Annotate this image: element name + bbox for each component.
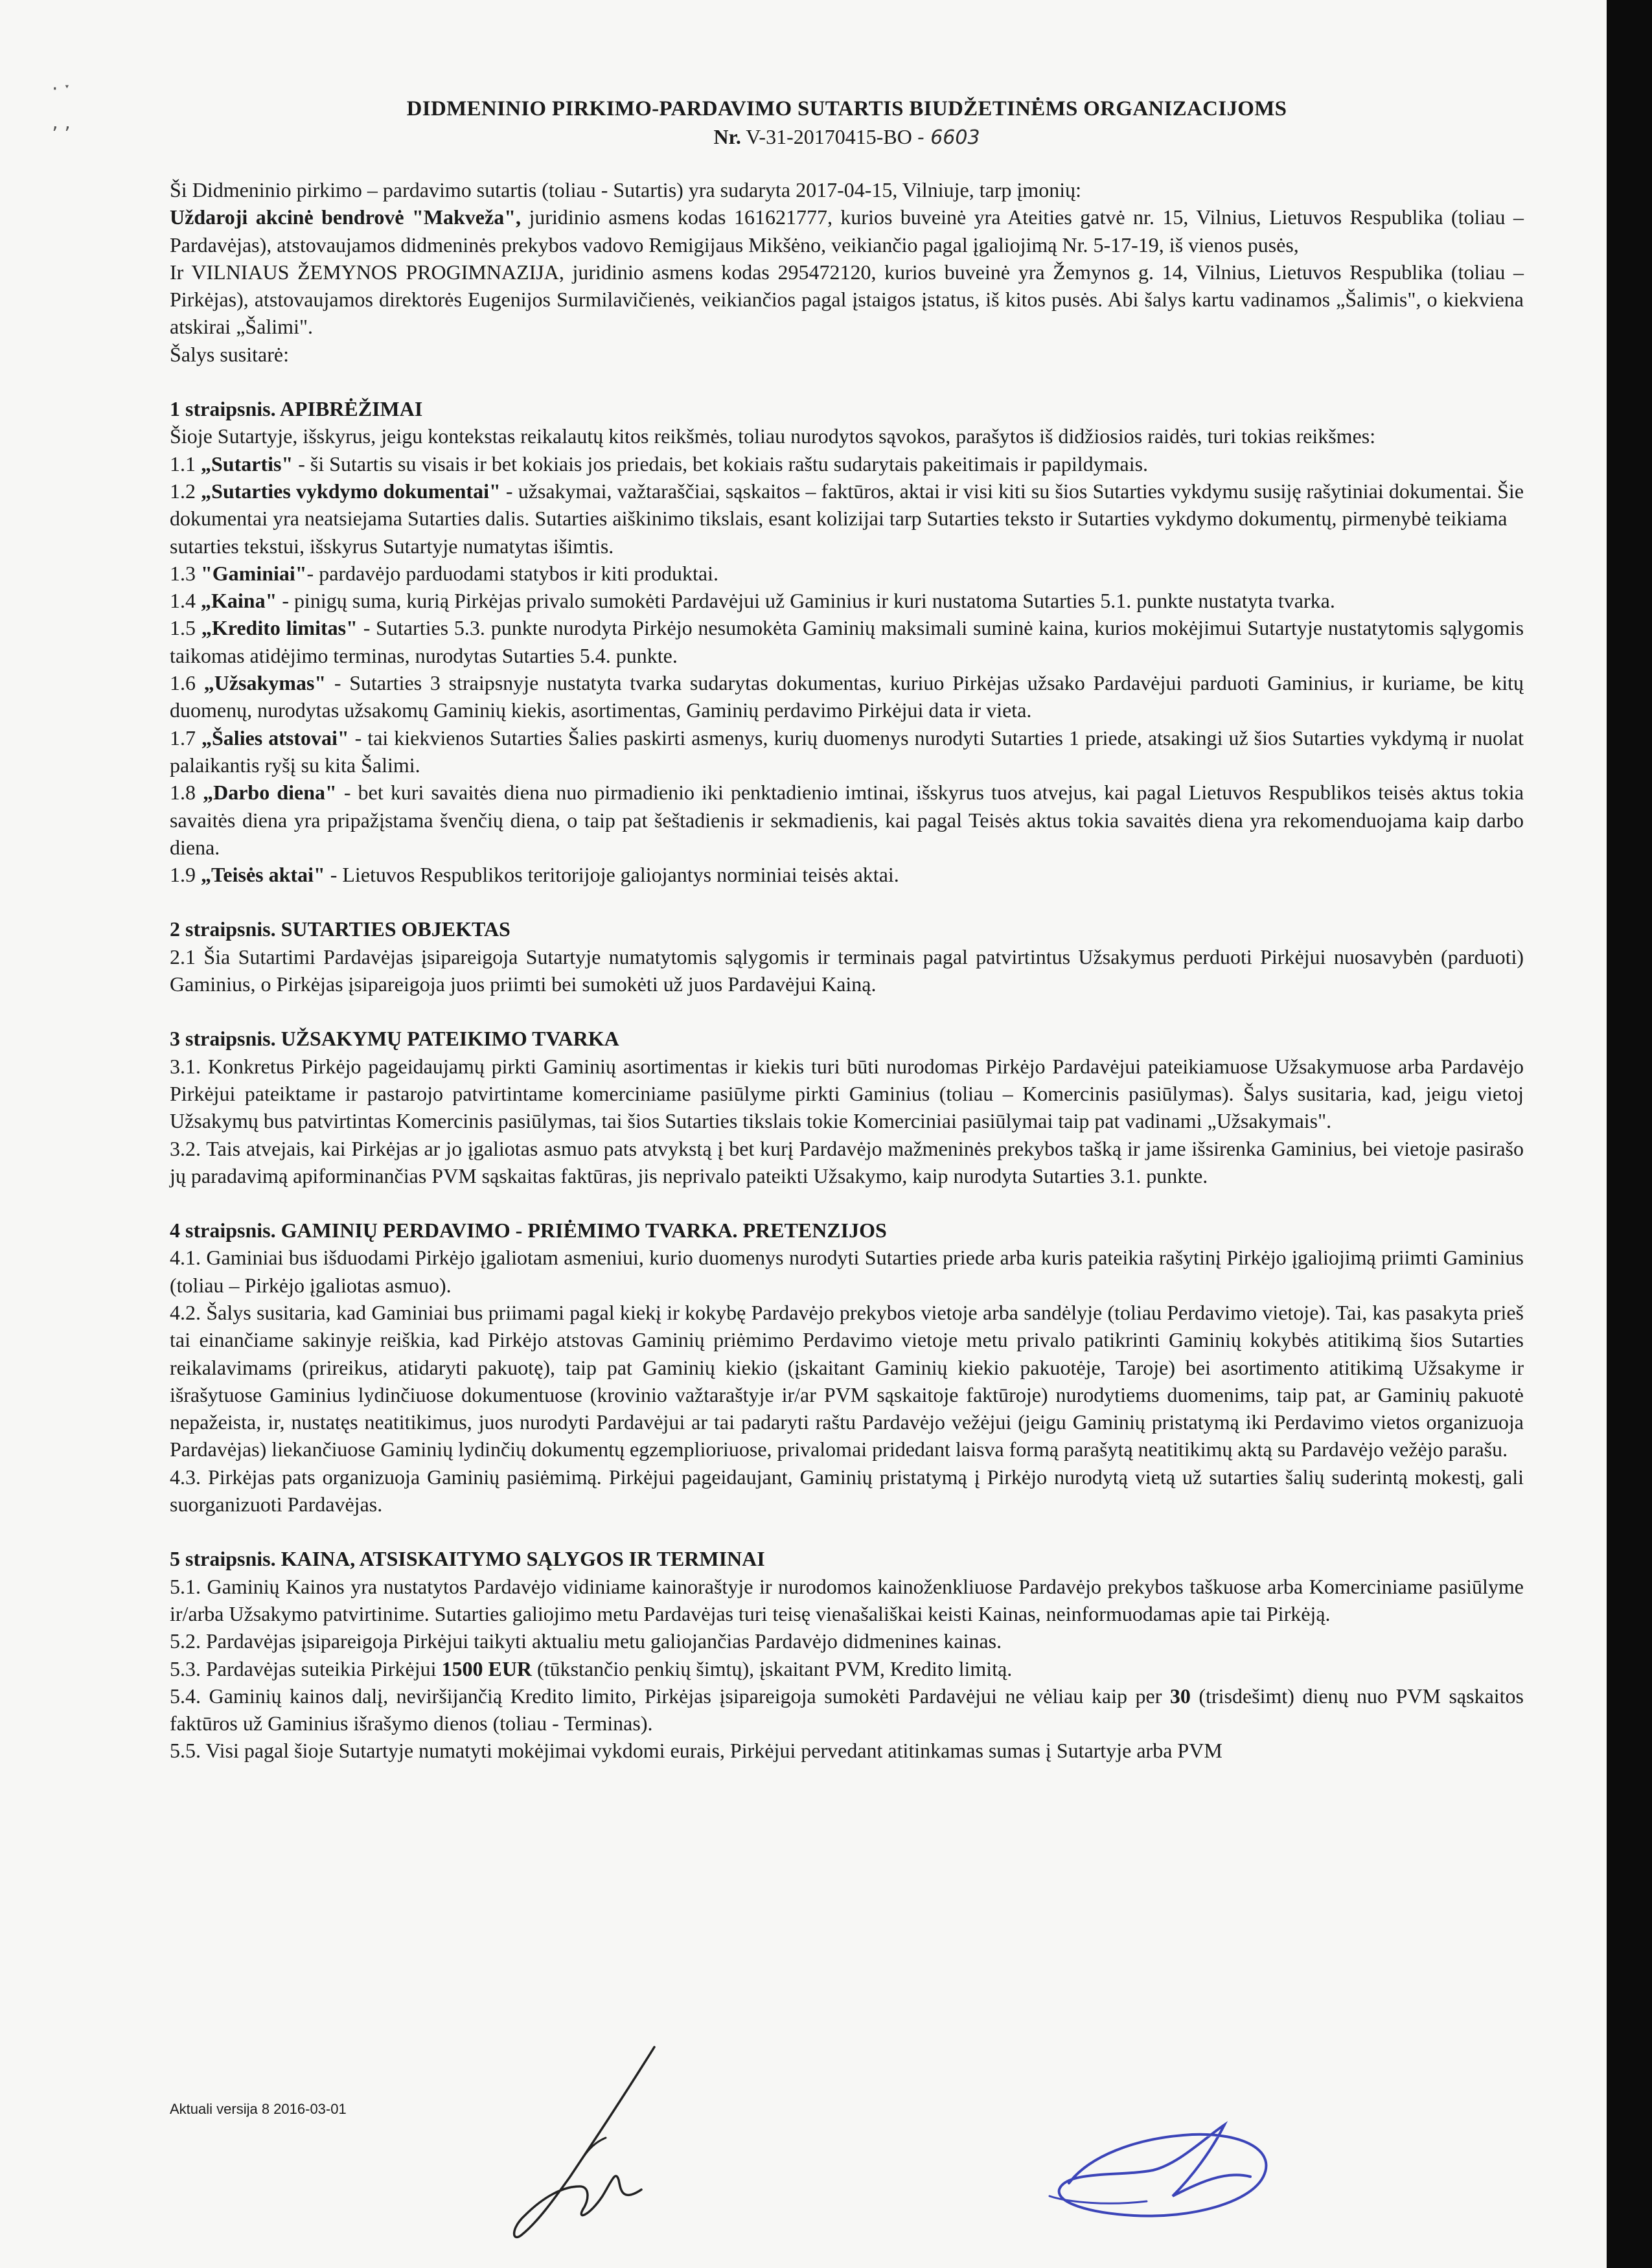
seller-paragraph: Uždaroji akcinė bendrovė "Makveža", juridinio asmens kodas 161621777, kurios buveinė yra Ateities gatvė nr. 15, Vilnius, Lietuvos Respublika (toliau – Pardavėjas), atstovaujamos didmeninės prekybos vadovo Remigijaus Mikšėno, veikiančio pagal įgaliojimą Nr. 5-17-19, iš vienos pusės, (170, 205, 1524, 257)
clause-5-1: 5.1. Gaminių Kainos yra nustatytos Pardavėjo vidiniame kainoraštyje ir nurodomos kainoženkliuose Pardavėjo prekybos taškuose arba Komerciniame pasiūlyme ir/arba Užsakymo patvirtinime. Sutarties galiojimo metu Pardavėjas turi teisę vienašališkai keisti Kainas, neinformuodamas apie tai Pirkėją. (170, 1574, 1524, 1625)
definition-1-7: 1.7 „Šalies atstovai" - tai kiekvienos Sutarties Šalies paskirti asmenys, kurių duomenys nurodyti Sutarties 1 priede, atsakingi už šios Sutarties vykdymą ir nuolat palaikantis ryšį su kita Šalimi. (170, 726, 1524, 777)
section-1-intro: Šioje Sutartyje, išskyrus, jeigu kontekstas reikalautų kitos reikšmės, toliau nurodytos sąvokos, parašytos iš didžiosios raidės, turi tokias reikšmes: (170, 424, 1376, 448)
definition-1-6: 1.6 „Užsakymas" - Sutarties 3 straipsnyje nustatyta tvarka sudarytas dokumentas, kuriuo Pirkėjas užsako Pardavėjui parduoti Gaminius, ir kuriame, be kitų duomenų, nurodytas užsakomų Gaminių kiekis, asortimentas, Gaminių perdavimo Pirkėjui data ir vieta. (170, 671, 1524, 722)
scan-marks: · ˑ ʼ ʼ (52, 78, 71, 146)
number-label: Nr. (713, 125, 741, 148)
definition-1-3: 1.3 "Gaminiai"- pardavėjo parduodami statybos ir kiti produktai. (170, 561, 718, 585)
clause-5-4: 5.4. Gaminių kainos dalį, neviršijančią Kredito limito, Pirkėjas įsipareigoja sumokėti Pardavėjui ne vėliau kaip per 30 (trisdešimt) dienų nuo PVM sąskaitos faktūros už Gaminius išrašymo dienos (toliau - Terminas). (170, 1684, 1524, 1735)
clause-3-1: 3.1. Konkretus Pirkėjo pageidaujamų pirkti Gaminių asortimentas ir kiekis turi būti nurodomas Pirkėjo Pardavėjui pateikiamuose Užsakymuose arba Pardavėjo Pirkėjui pateiktame ir pastarojo patvirtintame komerciniame pasiūlyme pirkti Gaminius (toliau – Komercinis pasiūlymas). Šalys susitaria, kad, jeigu vietoj Užsakymų bus patvirtintas Komercinis pasiūlymas, tai šios Sutarties tikslais tokie Komerciniai pasiūlymai taip pat vadinami „Užsakymais". (170, 1054, 1524, 1133)
credit-limit-amount: 1500 EUR (441, 1656, 533, 1680)
section-4-heading: 4 straipsnis. GAMINIŲ PERDAVIMO - PRIĖMIMO TVARKA. PRETENZIJOS (170, 1219, 887, 1243)
clause-5-2: 5.2. Pardavėjas įsipareigoja Pirkėjui taikyti aktualiu metu galiojančias Pardavėjo didmenines kainas. (170, 1629, 1002, 1653)
handwritten-number: - 6603 (917, 126, 980, 149)
definition-1-1: 1.1 „Sutartis" - ši Sutartis su visais ir bet kokiais jos priedais, bet kokiais raštu sudarytais pakeitimais ir papildymais. (170, 452, 1149, 475)
section-3-heading: 3 straipsnis. UŽSAKYMŲ PATEIKIMO TVARKA (170, 1027, 619, 1051)
buyer-paragraph: Ir VILNIAUS ŽEMYNOS PROGIMNAZIJA, juridinio asmens kodas 295472120, kurios buveinė yra Žemynos g. 14, Vilnius, Lietuvos Respublika (toliau – Pirkėjas), atstovaujamos direktorės Eugenijos Surmilavičienės, veikiančios pagal įstaigos įstatus, iš kitos pusės. Abi šalys kartu vadinamos „Šalimis", o kiekviena atskirai „Šalimi". (170, 260, 1524, 339)
document-number (170, 125, 1524, 149)
clause-4-3: 4.3. Pirkėjas pats organizuoja Gaminių pasiėmimą. Pirkėjui pageidaujant, Gaminių pristatymą į Pirkėjo nurodytą vietą už sutarties šalių suderintą mokestį, gali suorganizuoti Pardavėjas. (170, 1465, 1524, 1517)
signature-black (492, 2041, 706, 2254)
section-5-heading: 5 straipsnis. KAINA, ATSISKAITYMO SĄLYGOS IR TERMINAI (170, 1547, 765, 1571)
definition-1-4: 1.4 „Kaina" - pinigų suma, kurią Pirkėjas privalo sumokėti Pardavėjui už Gaminius ir kuri nustatoma Sutarties 5.1. punkte nustatyta tvarka. (170, 589, 1335, 613)
definition-1-2: 1.2 „Sutarties vykdymo dokumentai" - užsakymai, važtaraščiai, sąskaitos – faktūros, aktai ir visi kiti su šios Sutarties vykdymu susiję rašytiniai dokumentai. Šie dokumentai yra neatsiejama Sutarties dalis. Sutarties aiškinimo tikslais, esant kolizijai tarp Sutarties teksto ir Sutarties vykdymo dokumentų, pirmenybė teikiama (170, 479, 1524, 531)
definition-1-8: 1.8 „Darbo diena" - bet kuri savaitės diena nuo pirmadienio iki penktadienio imtinai, išskyrus tuos atvejus, kai pagal Lietuvos Respublikos teisės aktus tokia savaitės diena yra pripažįstama švenčių diena, o taip pat šeštadienis ir sekmadienis, kai pagal Teisės aktus tokia savaitės diena yra rekomenduojama kaip darbo diena. (170, 781, 1524, 859)
signature-blue (1030, 2099, 1302, 2235)
section-1-heading: 1 straipsnis. APIBRĖŽIMAI (170, 397, 423, 421)
clause-2-1: 2.1 Šia Sutartimi Pardavėjas įsipareigoja Sutartyje numatytomis sąlygomis ir terminais pagal patvirtintus Užsakymus perduoti Pirkėjui nuosavybėn (parduoti) Gaminius, o Pirkėjas įsipareigoja juos priimti bei sumokėti už juos Pardavėjui Kainą. (170, 945, 1524, 996)
clause-3-2: 3.2. Tais atvejais, kai Pirkėjas ar jo įgaliotas asmuo pats atvykstą į bet kurį Pardavėjo mažmeninės prekybos tašką ir jame išsirenka Gaminius, bei vietoje pasirašo jų paradavimą apiforminančias PVM sąskaitas faktūras, jis neprivalo pateikti Užsakymo, kaip nurodyta Sutarties 3.1. punkte. (170, 1136, 1524, 1187)
clause-4-1: 4.1. Gaminiai bus išduodami Pirkėjo įgaliotam asmeniui, kurio duomenys nurodyti Sutarties priede arba kuris pateikia rašytinį Pirkėjo įgaliojimą priimti Gaminius (toliau – Pirkėjo įgaliotas asmuo). (170, 1246, 1524, 1297)
document-body (170, 176, 1524, 1765)
clause-4-2: 4.2. Šalys susitaria, kad Gaminiai bus priimami pagal kiekį ir kokybę Pardavėjo prekybos vietoje arba sandėlyje (toliau Perdavimo vietoje). Tai, kas pasakyta prieš tai einančiame sakinyje reiškia, kad Pirkėjo atstovas Gaminių priėmimo Perdavimo vietoje metu privalo patikrinti Gaminių kokybės atitikimą šios Sutarties reikalavimams (prireikus, atidaryti pakuotę), taip pat Gaminių kiekio (įskaitant Gaminių kiekio pakuotėje, Taroje) bei asortimento atitikimą Užsakyme ir išrašytuose Gaminius lydinčiuose dokumentuose (krovinio važtaraštyje ir/ar PVM sąskaitoje faktūroje) nurodytiems duomenims, taip pat, ar Gaminių pakuotė nepažeista, ir, nustatęs neatitikimus, juos nurodyti Pardavėjui ar tai padaryti raštu Pardavėjo vežėjui (jeigu Gaminių pristatymą iki Perdavimo vietos organizuoja Pardavėjas) liekančiuose Gaminių lydinčių dokumentų egzemplioriuose, privalomai pridedant laisva formą parašytą neatitikimų aktą su Pardavėjo vežėjo parašu. (170, 1300, 1524, 1461)
version-footer: Aktuali versija 8 2016-03-01 (170, 2101, 347, 2117)
definition-1-5: 1.5 „Kredito limitas" - Sutarties 5.3. punkte nurodyta Pirkėjo nesumokėta Gaminių maksimali suminė kaina, kurios mokėjimui Sutartyje nustatytomis sąlygomis taikomas atidėjimo terminas, nurodytas Sutarties 5.4. punkte. (170, 616, 1524, 667)
definition-1-9: 1.9 „Teisės aktai" - Lietuvos Respublikos teritorijoje galiojantys norminiai teisės aktai. (170, 863, 899, 887)
document-title: DIDMENINIO PIRKIMO-PARDAVIMO SUTARTIS BIUDŽETINĖMS ORGANIZACIJOMS (406, 97, 1287, 120)
number-value: V-31-20170415-BO (746, 125, 912, 148)
payment-days: 30 (1169, 1684, 1191, 1708)
clause-5-3: 5.3. Pardavėjas suteikia Pirkėjui 1500 EUR (tūkstančio penkių šimtų), įskaitant PVM, Kredito limitą. (170, 1656, 1013, 1680)
section-2-heading: 2 straipsnis. SUTARTIES OBJEKTAS (170, 917, 511, 941)
scan-edge-bar (1607, 0, 1652, 2268)
seller-name: Uždaroji akcinė bendrovė "Makveža", (170, 205, 521, 229)
intro-paragraph: Ši Didmeninio pirkimo – pardavimo sutartis (toliau - Sutartis) yra sudaryta 2017-04-15, Vilniuje, tarp įmonių: (170, 178, 1082, 201)
definition-1-2-continued: sutarties tekstui, išskyrus Sutartyje numatytas išimtis. (170, 534, 614, 558)
agreement-line: Šalys susitarė: (170, 342, 289, 366)
clause-5-5: 5.5. Visi pagal šioje Sutartyje numatyti mokėjimai vykdomi eurais, Pirkėjui pervedant atitinkamas sumas į Sutartyje arba PVM (170, 1739, 1222, 1763)
